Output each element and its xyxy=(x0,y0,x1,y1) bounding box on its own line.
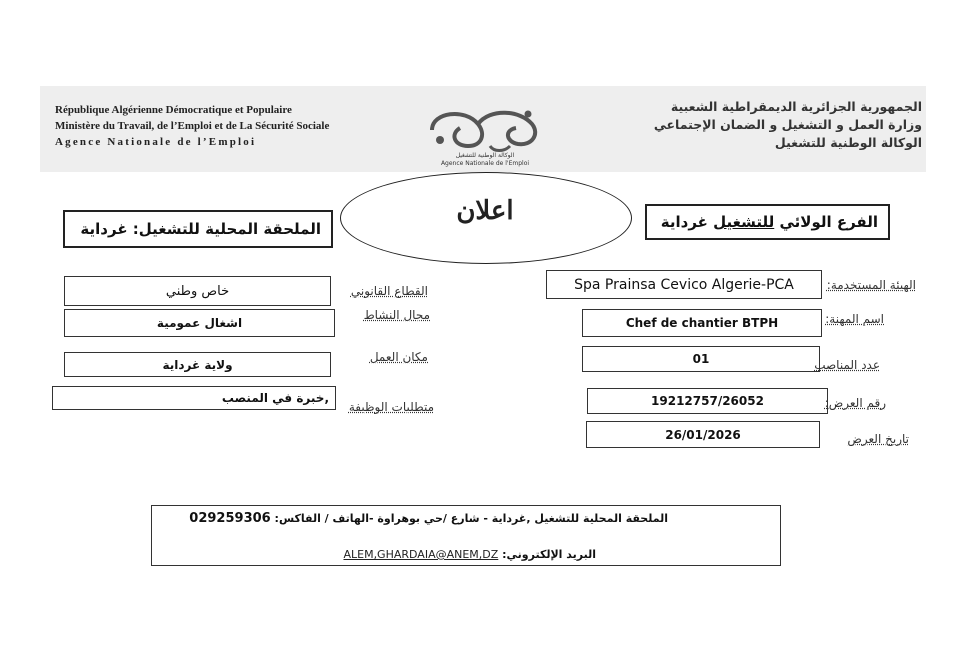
logo-caption-fr: Agence Nationale de l'Emploi xyxy=(440,160,530,167)
employer-label: الهيئة المستخدمة: xyxy=(826,278,916,292)
anem-logo xyxy=(420,100,550,172)
offer-number-value: 19212757/26052 xyxy=(587,388,828,414)
local-agency-label: الملحقة المحلية للتشغيل: غرداية xyxy=(80,220,321,238)
profession-value: Chef de chantier BTPH xyxy=(582,309,822,337)
positions-value: 01 xyxy=(582,346,820,372)
contact-email-label: البريد الإلكتروني: xyxy=(498,548,596,561)
work-place-value: ولاية غرداية xyxy=(64,352,331,377)
page-title: اعلان xyxy=(456,196,514,226)
profession-label: اسم المهنة: xyxy=(825,312,884,326)
header-arabic xyxy=(654,98,922,152)
legal-sector-value: خاص وطني xyxy=(64,276,331,306)
wilaya-branch-label xyxy=(661,213,878,231)
wilaya-branch-suffix: غرداية xyxy=(660,213,714,231)
contact-address-text: الملحقة المحلية للتشغيل ,غرداية - شارع /حي بوهراوة -الهاتف / الفاكس: xyxy=(270,512,668,525)
ar-agency: الوكالة الوطنية للتشغيل xyxy=(774,135,922,150)
local-agency-box xyxy=(63,210,333,248)
contact-box xyxy=(151,505,781,566)
contact-email[interactable]: ALEM,GHARDAIA@ANEM,DZ xyxy=(343,548,499,561)
fr-ministry: Ministère du Travail, de l’Emploi et de La Sécurité Sociale xyxy=(55,120,330,132)
anem-logo-icon xyxy=(420,100,550,156)
offer-number-label: رقم العرض: xyxy=(824,396,886,410)
offer-date-value: 26/01/2026 xyxy=(586,421,820,448)
wilaya-branch-prefix: الفرع الولائي xyxy=(774,213,878,231)
wilaya-branch-box xyxy=(645,204,890,240)
activity-label: مجال النشاط xyxy=(363,308,430,322)
logo-caption-ar: الوكالة الوطنية للتشغيل xyxy=(455,152,515,159)
requirements-value: خبرة في المنصب, xyxy=(52,386,336,410)
activity-value: اشغال عمومية xyxy=(64,309,335,337)
header-french xyxy=(55,102,329,150)
employer-value: Spa Prainsa Cevico Algerie-PCA xyxy=(546,270,822,299)
fr-agency: Agence Nationale de l’Emploi xyxy=(55,136,257,148)
fr-republic: République Algérienne Démocratique et Populaire xyxy=(55,104,292,116)
contact-fax: 029259306 xyxy=(189,511,271,526)
positions-label: عدد المناصب xyxy=(814,358,880,372)
ar-ministry: وزارة العمل و التشغيل و الضمان الإجتماعي xyxy=(653,117,922,132)
wilaya-branch-underlined: للتشغيل xyxy=(713,213,775,231)
contact-email-line xyxy=(343,548,596,561)
contact-address xyxy=(189,511,668,526)
ar-republic: الجمهورية الجزائرية الديمقراطية الشعبية xyxy=(670,99,922,114)
legal-sector-label: القطاع القانوني xyxy=(350,284,428,298)
work-place-label: مكان العمل xyxy=(369,350,428,364)
requirements-label: متطلبات الوظيفة xyxy=(348,400,434,414)
offer-date-label: تاريخ العرض xyxy=(847,432,909,446)
